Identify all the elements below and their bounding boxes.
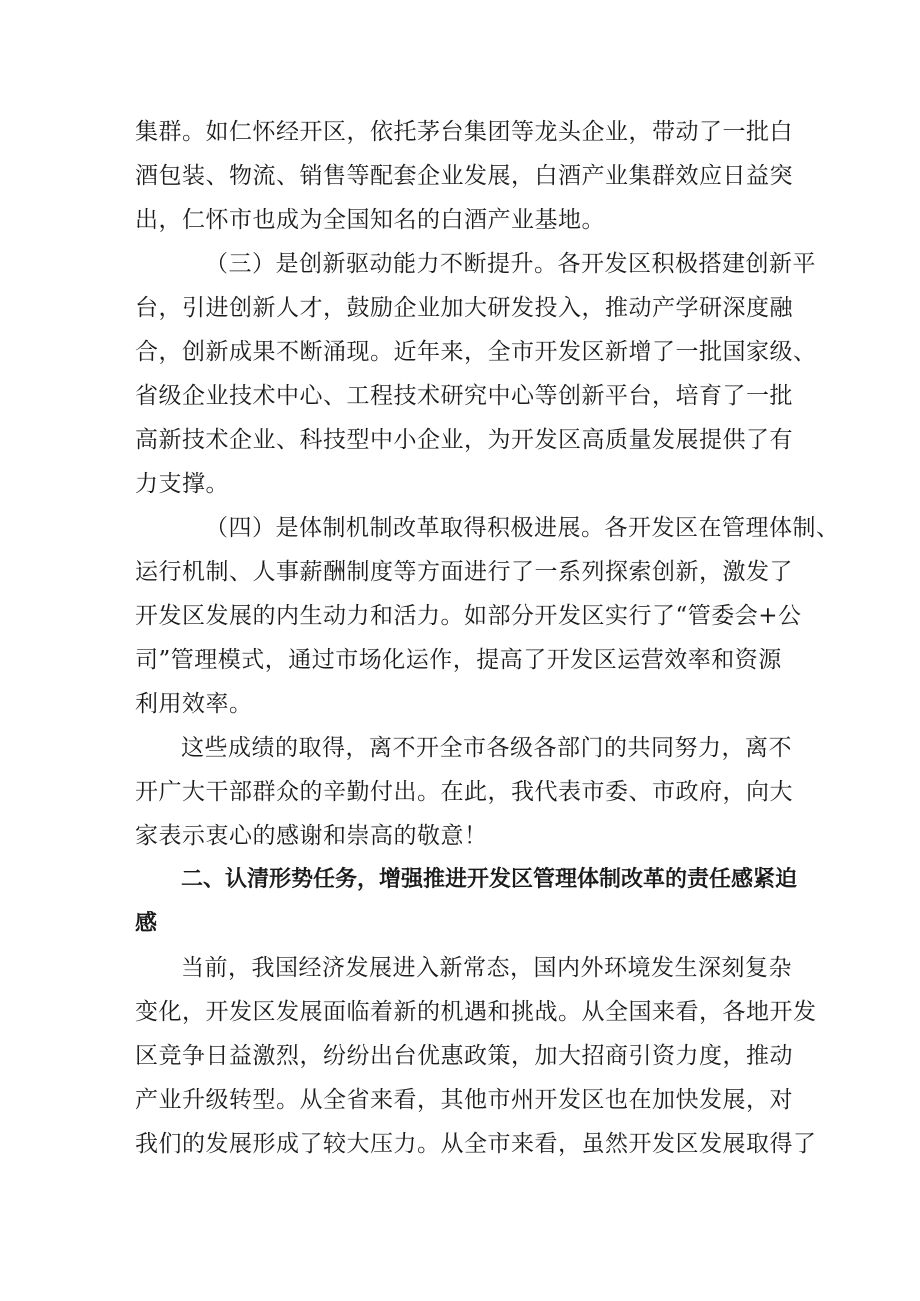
text-line: 这些成绩的取得，离不开全市各级各部门的共同努力，离不 <box>181 735 792 761</box>
text-line: 台，引进创新人才，鼓励企业加大研发投入，推动产学研深度融 <box>135 295 793 321</box>
text-line: 运行机制、人事薪酬制度等方面进行了一系列探索创新，激发了 <box>135 559 793 585</box>
section-heading <box>135 858 798 946</box>
heading-line: 感 <box>135 911 158 936</box>
text-line: 合，创新成果不断涌现。近年来，全市开发区新增了一批国家级、 <box>135 339 817 365</box>
text-line: 产业升级转型。从全省来看，其他市州开发区也在加快发展，对 <box>135 1087 793 1113</box>
text-line: 开发区发展的内生动力和活力。如部分开发区实行了“管委会+公 <box>135 603 802 629</box>
text-line: 力支撑。 <box>135 471 229 497</box>
text-line: 变化，开发区发展面临着新的机遇和挑战。从全国来看，各地开发 <box>135 999 817 1025</box>
text-line: （四）是体制机制改革取得积极进展。各开发区在管理体制、 <box>205 515 840 541</box>
heading-line: 二、认清形势任务，增强推进开发区管理体制改革的责任感紧迫 <box>181 867 798 892</box>
paragraph-acknowledgement <box>135 726 795 858</box>
text-line: 区竞争日益激烈，纷纷出台优惠政策，加大招商引资力度，推动 <box>135 1043 793 1069</box>
text-line: 司”管理模式，通过市场化运作，提高了开发区运营效率和资源 <box>135 647 782 673</box>
text-line: 我们的发展形成了较大压力。从全市来看，虽然开发区发展取得了 <box>135 1131 817 1157</box>
text-line: 高新技术企业、科技型中小企业，为开发区高质量发展提供了有 <box>135 427 793 453</box>
text-line: 出，仁怀市也成为全国知名的白酒产业基地。 <box>135 207 605 233</box>
text-line: 集群。如仁怀经开区，依托茅台集团等龙头企业，带动了一批白 <box>135 119 793 145</box>
paragraph-industry-cluster <box>135 110 795 242</box>
text-line: 家表示衷心的感谢和崇高的敬意！ <box>135 823 488 849</box>
paragraph-innovation <box>135 242 817 506</box>
text-line: （三）是创新驱动能力不断提升。各开发区积极搭建创新平 <box>205 251 816 277</box>
document-page <box>135 110 840 1166</box>
text-line: 当前，我国经济发展进入新常态，国内外环境发生深刻复杂 <box>181 955 792 981</box>
text-line: 酒包装、物流、销售等配套企业发展，白酒产业集群效应日益突 <box>135 163 793 189</box>
paragraph-current-situation <box>135 946 817 1166</box>
text-line: 省级企业技术中心、工程技术研究中心等创新平台，培育了一批 <box>135 383 793 409</box>
text-line: 开广大干部群众的辛勤付出。在此，我代表市委、市政府，向大 <box>135 779 793 805</box>
paragraph-institutional-reform <box>135 506 840 726</box>
text-line: 利用效率。 <box>135 691 253 717</box>
